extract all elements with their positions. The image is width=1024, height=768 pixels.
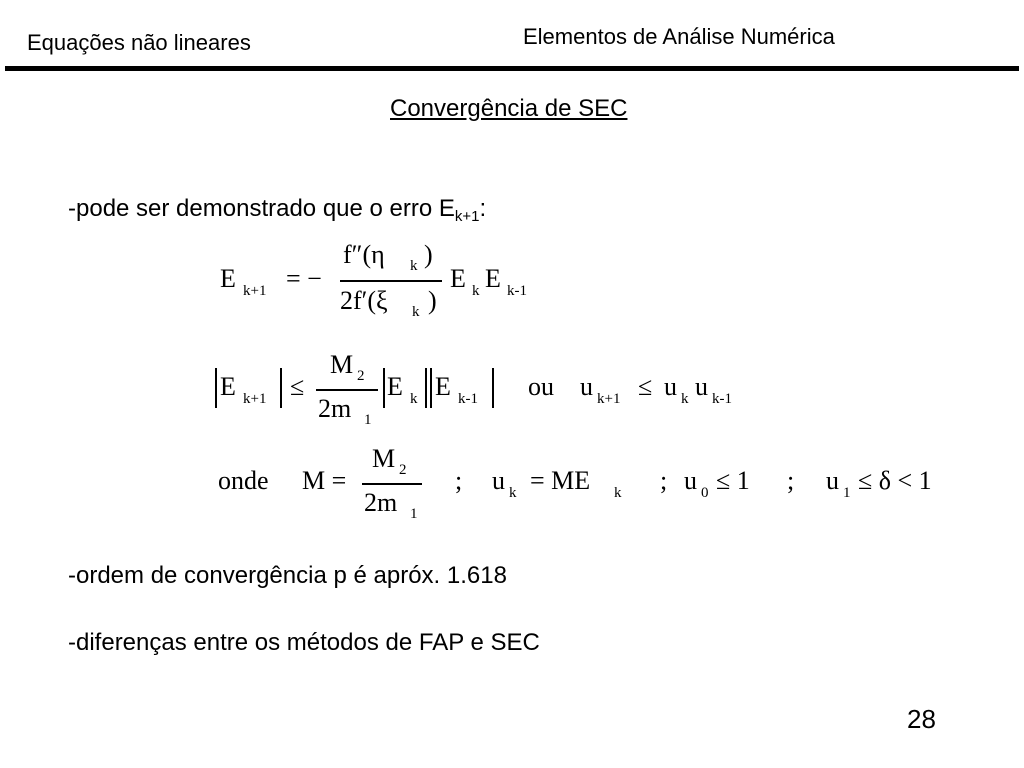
bullet-error-sub: k+1 bbox=[454, 208, 480, 225]
eq1-numerator-sub: k bbox=[410, 258, 418, 274]
eq2-abs-bar bbox=[383, 368, 385, 408]
eq1-e-k: E bbox=[450, 264, 466, 293]
eq2-abs-bar bbox=[425, 368, 427, 408]
eq2-e-km1: E bbox=[435, 372, 451, 401]
eq2-u-km1: u bbox=[695, 372, 708, 401]
eq2-e-km1-sub: k-1 bbox=[458, 391, 478, 407]
eq2-numerator-sub: 2 bbox=[357, 368, 365, 384]
eq3-u0: u bbox=[684, 466, 697, 495]
eq1-lhs-sub: k+1 bbox=[243, 283, 267, 299]
eq3-onde: onde bbox=[218, 466, 269, 495]
eq3-u1-relation: ≤ δ < 1 bbox=[858, 466, 932, 495]
course-title: Elementos de Análise Numérica bbox=[523, 24, 835, 49]
eq1-denominator: 2f′(ξ bbox=[340, 286, 388, 315]
eq2-denominator-sub: 1 bbox=[364, 412, 372, 428]
eq2-denominator: 2m bbox=[318, 394, 352, 423]
eq3-u-k: u bbox=[492, 466, 505, 495]
bullet-error bbox=[68, 195, 486, 225]
eq1-e-km1-sub: k-1 bbox=[507, 283, 527, 299]
eq3-semicolon: ; bbox=[455, 466, 463, 495]
eq2-u-lhs-sub: k+1 bbox=[597, 391, 621, 407]
eq3-m-def: M = bbox=[302, 466, 347, 495]
eq2-u-k: u bbox=[664, 372, 677, 401]
eq3-semicolon: ; bbox=[660, 466, 668, 495]
eq2-ou: ou bbox=[528, 372, 554, 401]
eq2-abs-bar bbox=[215, 368, 217, 408]
eq1-denominator-close: ) bbox=[428, 286, 437, 315]
eq2-e-k-sub: k bbox=[410, 391, 418, 407]
eq3-denominator: 2m bbox=[364, 488, 398, 517]
bullet-differences: -diferenças entre os métodos de FAP e SEC bbox=[68, 629, 540, 656]
eq3-u-k-eq: = ME bbox=[530, 466, 591, 495]
eq2-abs-bar bbox=[430, 368, 432, 408]
eq2-leq: ≤ bbox=[290, 372, 305, 401]
eq1-lhs: E bbox=[220, 264, 236, 293]
eq2-lhs-sub: k+1 bbox=[243, 391, 267, 407]
eq3-denominator-sub: 1 bbox=[410, 506, 418, 522]
eq2-u-k-sub: k bbox=[681, 391, 689, 407]
eq3-u1-sub: 1 bbox=[843, 485, 851, 501]
bullet-error-text: -pode ser demonstrado que o erro E bbox=[68, 195, 455, 222]
eq3-u1: u bbox=[826, 466, 839, 495]
eq2-numerator: M bbox=[330, 350, 354, 379]
eq3-numerator-sub: 2 bbox=[399, 462, 407, 478]
eq2-e-k: E bbox=[387, 372, 403, 401]
eq1-numerator: f″(η bbox=[343, 240, 385, 269]
eq1-numerator-close: ) bbox=[424, 240, 433, 269]
eq2-u-km1-sub: k-1 bbox=[712, 391, 732, 407]
eq3-u-k-sub: k bbox=[509, 485, 517, 501]
eq1-e-km1: E bbox=[485, 264, 501, 293]
eq2-abs-bar bbox=[492, 368, 494, 408]
eq3-u0-sub: 0 bbox=[701, 485, 709, 501]
eq2-u-leq: ≤ bbox=[638, 372, 653, 401]
eq3-u0-relation: ≤ 1 bbox=[716, 466, 750, 495]
bullet-error-suffix: : bbox=[479, 195, 487, 222]
eq2-u-lhs: u bbox=[580, 372, 593, 401]
eq3-u-k-eq-sub: k bbox=[614, 485, 622, 501]
eq1-equals-minus: = − bbox=[286, 264, 322, 293]
page-number: 28 bbox=[907, 704, 936, 734]
eq2-abs-bar bbox=[280, 368, 282, 408]
eq1-denominator-sub: k bbox=[412, 304, 420, 320]
eq3-semicolon: ; bbox=[787, 466, 795, 495]
header-divider bbox=[5, 66, 1019, 71]
bullet-order: -ordem de convergência p é apróx. 1.618 bbox=[68, 562, 507, 589]
section-title: Equações não lineares bbox=[27, 30, 251, 55]
eq2-lhs: E bbox=[220, 372, 236, 401]
eq3-fraction-bar bbox=[362, 483, 422, 485]
slide-title: Convergência de SEC bbox=[390, 95, 628, 122]
eq2-fraction-bar bbox=[316, 389, 378, 391]
eq1-fraction-bar bbox=[340, 280, 442, 282]
eq1-e-k-sub: k bbox=[472, 283, 480, 299]
eq3-numerator: M bbox=[372, 444, 396, 473]
